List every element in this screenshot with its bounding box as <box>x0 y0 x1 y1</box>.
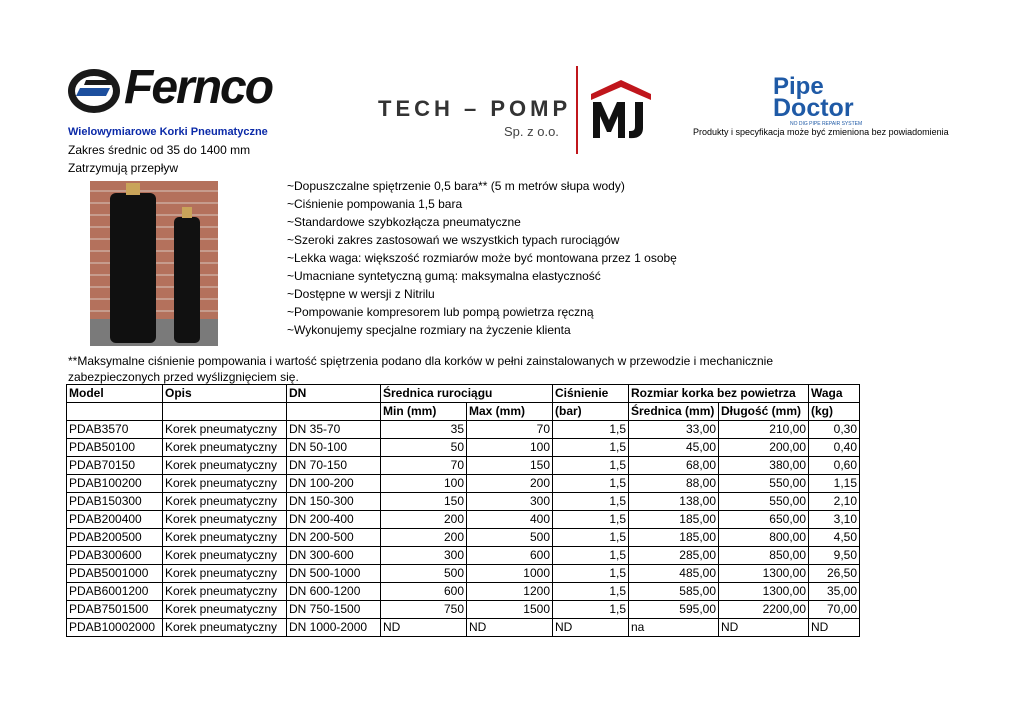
table-cell: 1000 <box>467 565 553 583</box>
techpomp-name: TECH – POMP <box>378 96 572 121</box>
table-row <box>67 619 860 637</box>
col-subheader: (bar) <box>553 403 629 421</box>
table-cell: 26,50 <box>809 565 860 583</box>
feature-item: ~Umacniane syntetyczną gumą: maksymalna elastyczność <box>287 269 601 283</box>
table-cell: 0,40 <box>809 439 860 457</box>
table-cell: PDAB3570 <box>67 421 163 439</box>
pipedoctor-line1: Pipe <box>773 73 824 100</box>
table-cell: ND <box>381 619 467 637</box>
table-cell: 300 <box>381 547 467 565</box>
table-cell: PDAB10002000 <box>67 619 163 637</box>
feature-item: ~Pompowanie kompresorem lub pompą powietrza ręczną <box>287 305 594 319</box>
table-cell: 1,5 <box>553 475 629 493</box>
logo-divider <box>576 66 578 154</box>
table-header-row <box>67 385 860 403</box>
table-cell: 33,00 <box>629 421 719 439</box>
table-cell: 400 <box>467 511 553 529</box>
table-cell: ND <box>719 619 809 637</box>
table-cell: Korek pneumatyczny <box>163 439 287 457</box>
table-cell: 550,00 <box>719 475 809 493</box>
table-cell: 1,5 <box>553 457 629 475</box>
table-cell: 35 <box>381 421 467 439</box>
table-cell: 150 <box>381 493 467 511</box>
table-cell: 1,5 <box>553 439 629 457</box>
table-cell: 3,10 <box>809 511 860 529</box>
table-cell: 70 <box>381 457 467 475</box>
table-cell: PDAB50100 <box>67 439 163 457</box>
table-cell: 285,00 <box>629 547 719 565</box>
table-cell: 100 <box>381 475 467 493</box>
table-cell: 185,00 <box>629 529 719 547</box>
table-cell: ND <box>553 619 629 637</box>
table-cell: 200 <box>381 511 467 529</box>
col-subheader: (kg) <box>809 403 860 421</box>
table-cell: 150 <box>467 457 553 475</box>
table-cell: 1,5 <box>553 565 629 583</box>
table-cell: 1,5 <box>553 421 629 439</box>
techpomp-logo <box>378 96 578 146</box>
spec-table <box>66 384 860 637</box>
table-cell: 2200,00 <box>719 601 809 619</box>
table-cell: 200,00 <box>719 439 809 457</box>
table-row <box>67 583 860 601</box>
table-cell: 595,00 <box>629 601 719 619</box>
table-cell: 200 <box>467 475 553 493</box>
table-cell: PDAB100200 <box>67 475 163 493</box>
table-cell: 1,15 <box>809 475 860 493</box>
table-cell: 1300,00 <box>719 565 809 583</box>
page-title: Wielowymiarowe Korki Pneumatyczne <box>68 126 268 138</box>
col-header: Ciśnienie <box>553 385 629 403</box>
table-cell: PDAB200500 <box>67 529 163 547</box>
table-cell: 380,00 <box>719 457 809 475</box>
table-cell: PDAB5001000 <box>67 565 163 583</box>
table-cell: PDAB150300 <box>67 493 163 511</box>
table-cell: 1500 <box>467 601 553 619</box>
feature-item: ~Dostępne w wersji z Nitrilu <box>287 287 435 301</box>
col-header: Waga <box>809 385 860 403</box>
table-cell: 750 <box>381 601 467 619</box>
footnote: **Maksymalne ciśnienie pompowania i wartość spiętrzenia podano dla korków w pełni zainstalowanych w przewodzie i mechanicznie zabezpieczonych przed wyślizgnięciem się. <box>68 354 774 384</box>
table-cell: 550,00 <box>719 493 809 511</box>
feature-item: ~Szeroki zakres zastosowań we wszystkich typach rurociągów <box>287 233 620 247</box>
fernco-logo <box>66 61 296 116</box>
table-row <box>67 601 860 619</box>
table-cell: Korek pneumatyczny <box>163 421 287 439</box>
col-subheader: Długość (mm) <box>719 403 809 421</box>
table-cell: 88,00 <box>629 475 719 493</box>
table-cell: 650,00 <box>719 511 809 529</box>
table-cell: 2,10 <box>809 493 860 511</box>
feature-item: ~Lekka waga: większość rozmiarów może być montowana przez 1 osobę <box>287 251 677 265</box>
pipedoctor-line2: Doctor <box>773 94 854 122</box>
table-cell: DN 35-70 <box>287 421 381 439</box>
table-row <box>67 511 860 529</box>
table-cell: 800,00 <box>719 529 809 547</box>
feature-item: ~Ciśnienie pompowania 1,5 bara <box>287 197 463 211</box>
table-row <box>67 529 860 547</box>
table-cell: DN 750-1500 <box>287 601 381 619</box>
table-cell: PDAB200400 <box>67 511 163 529</box>
table-cell: 50 <box>381 439 467 457</box>
table-cell: DN 70-150 <box>287 457 381 475</box>
table-cell: 185,00 <box>629 511 719 529</box>
table-cell: 1,5 <box>553 511 629 529</box>
col-header: Średnica rurociągu <box>381 385 553 403</box>
table-cell: DN 50-100 <box>287 439 381 457</box>
table-cell: 70 <box>467 421 553 439</box>
table-cell: PDAB70150 <box>67 457 163 475</box>
empty-cell <box>67 403 163 421</box>
table-cell: 1,5 <box>553 601 629 619</box>
table-cell: 45,00 <box>629 439 719 457</box>
table-cell: 0,60 <box>809 457 860 475</box>
table-row <box>67 565 860 583</box>
table-cell: Korek pneumatyczny <box>163 547 287 565</box>
table-cell: 500 <box>467 529 553 547</box>
col-header: Opis <box>163 385 287 403</box>
table-cell: DN 600-1200 <box>287 583 381 601</box>
table-cell: PDAB300600 <box>67 547 163 565</box>
col-subheader: Średnica (mm) <box>629 403 719 421</box>
table-cell: Korek pneumatyczny <box>163 565 287 583</box>
table-cell: 1200 <box>467 583 553 601</box>
techpomp-suffix: Sp. z o.o. <box>504 124 559 139</box>
fernco-wordmark: Fernco <box>124 61 273 114</box>
table-cell: Korek pneumatyczny <box>163 457 287 475</box>
table-subheader-row <box>67 403 860 421</box>
table-cell: DN 200-500 <box>287 529 381 547</box>
table-row <box>67 421 860 439</box>
feature-item: ~Wykonujemy specjalne rozmiary na życzenie klienta <box>287 323 571 337</box>
table-cell: ND <box>467 619 553 637</box>
table-cell: PDAB7501500 <box>67 601 163 619</box>
table-cell: ND <box>809 619 860 637</box>
table-cell: 1300,00 <box>719 583 809 601</box>
table-cell: Korek pneumatyczny <box>163 529 287 547</box>
product-photo <box>90 181 218 346</box>
table-cell: PDAB6001200 <box>67 583 163 601</box>
table-cell: 485,00 <box>629 565 719 583</box>
empty-cell <box>287 403 381 421</box>
table-row <box>67 439 860 457</box>
table-row <box>67 493 860 511</box>
table-cell: DN 500-1000 <box>287 565 381 583</box>
table-cell: 600 <box>381 583 467 601</box>
table-cell: 1,5 <box>553 529 629 547</box>
table-cell: 35,00 <box>809 583 860 601</box>
table-cell: DN 300-600 <box>287 547 381 565</box>
table-row <box>67 547 860 565</box>
table-row <box>67 457 860 475</box>
table-cell: DN 100-200 <box>287 475 381 493</box>
table-cell: DN 1000-2000 <box>287 619 381 637</box>
diameter-range: Zakres średnic od 35 do 1400 mm <box>68 143 251 157</box>
table-cell: 210,00 <box>719 421 809 439</box>
table-cell: 138,00 <box>629 493 719 511</box>
pipedoctor-logo <box>770 70 880 130</box>
table-row <box>67 475 860 493</box>
table-cell: Korek pneumatyczny <box>163 583 287 601</box>
table-cell: 500 <box>381 565 467 583</box>
table-cell: 1,5 <box>553 493 629 511</box>
table-cell: 585,00 <box>629 583 719 601</box>
feature-item: ~Dopuszczalne spiętrzenie 0,5 bara** (5 m metrów słupa wody) <box>287 179 625 193</box>
col-header: Rozmiar korka bez powietrza <box>629 385 809 403</box>
table-cell: Korek pneumatyczny <box>163 493 287 511</box>
table-cell: 300 <box>467 493 553 511</box>
feature-item: ~Standardowe szybkozłącza pneumatyczne <box>287 215 521 229</box>
col-subheader: Max (mm) <box>467 403 553 421</box>
table-cell: 68,00 <box>629 457 719 475</box>
table-cell: 600 <box>467 547 553 565</box>
col-header: Model <box>67 385 163 403</box>
table-cell: 4,50 <box>809 529 860 547</box>
table-cell: Korek pneumatyczny <box>163 475 287 493</box>
fernco-swoosh-icon <box>66 66 126 116</box>
empty-cell <box>163 403 287 421</box>
table-cell: DN 150-300 <box>287 493 381 511</box>
disclaimer: Produkty i specyfikacja może być zmieniona bez powiadomienia <box>693 127 949 137</box>
table-cell: Korek pneumatyczny <box>163 601 287 619</box>
table-cell: 850,00 <box>719 547 809 565</box>
table-cell: 1,5 <box>553 547 629 565</box>
col-subheader: Min (mm) <box>381 403 467 421</box>
table-cell: 0,30 <box>809 421 860 439</box>
mj-logo-icon <box>589 78 653 140</box>
table-cell: 1,5 <box>553 583 629 601</box>
table-cell: 100 <box>467 439 553 457</box>
flow-stop-note: Zatrzymują przepływ <box>68 161 179 175</box>
spec-table-body <box>67 385 860 637</box>
table-cell: 70,00 <box>809 601 860 619</box>
table-cell: Korek pneumatyczny <box>163 619 287 637</box>
table-cell: na <box>629 619 719 637</box>
table-cell: 200 <box>381 529 467 547</box>
table-cell: Korek pneumatyczny <box>163 511 287 529</box>
table-cell: 9,50 <box>809 547 860 565</box>
pipedoctor-tagline: NO DIG PIPE REPAIR SYSTEM <box>790 121 863 127</box>
table-cell: DN 200-400 <box>287 511 381 529</box>
col-header: DN <box>287 385 381 403</box>
